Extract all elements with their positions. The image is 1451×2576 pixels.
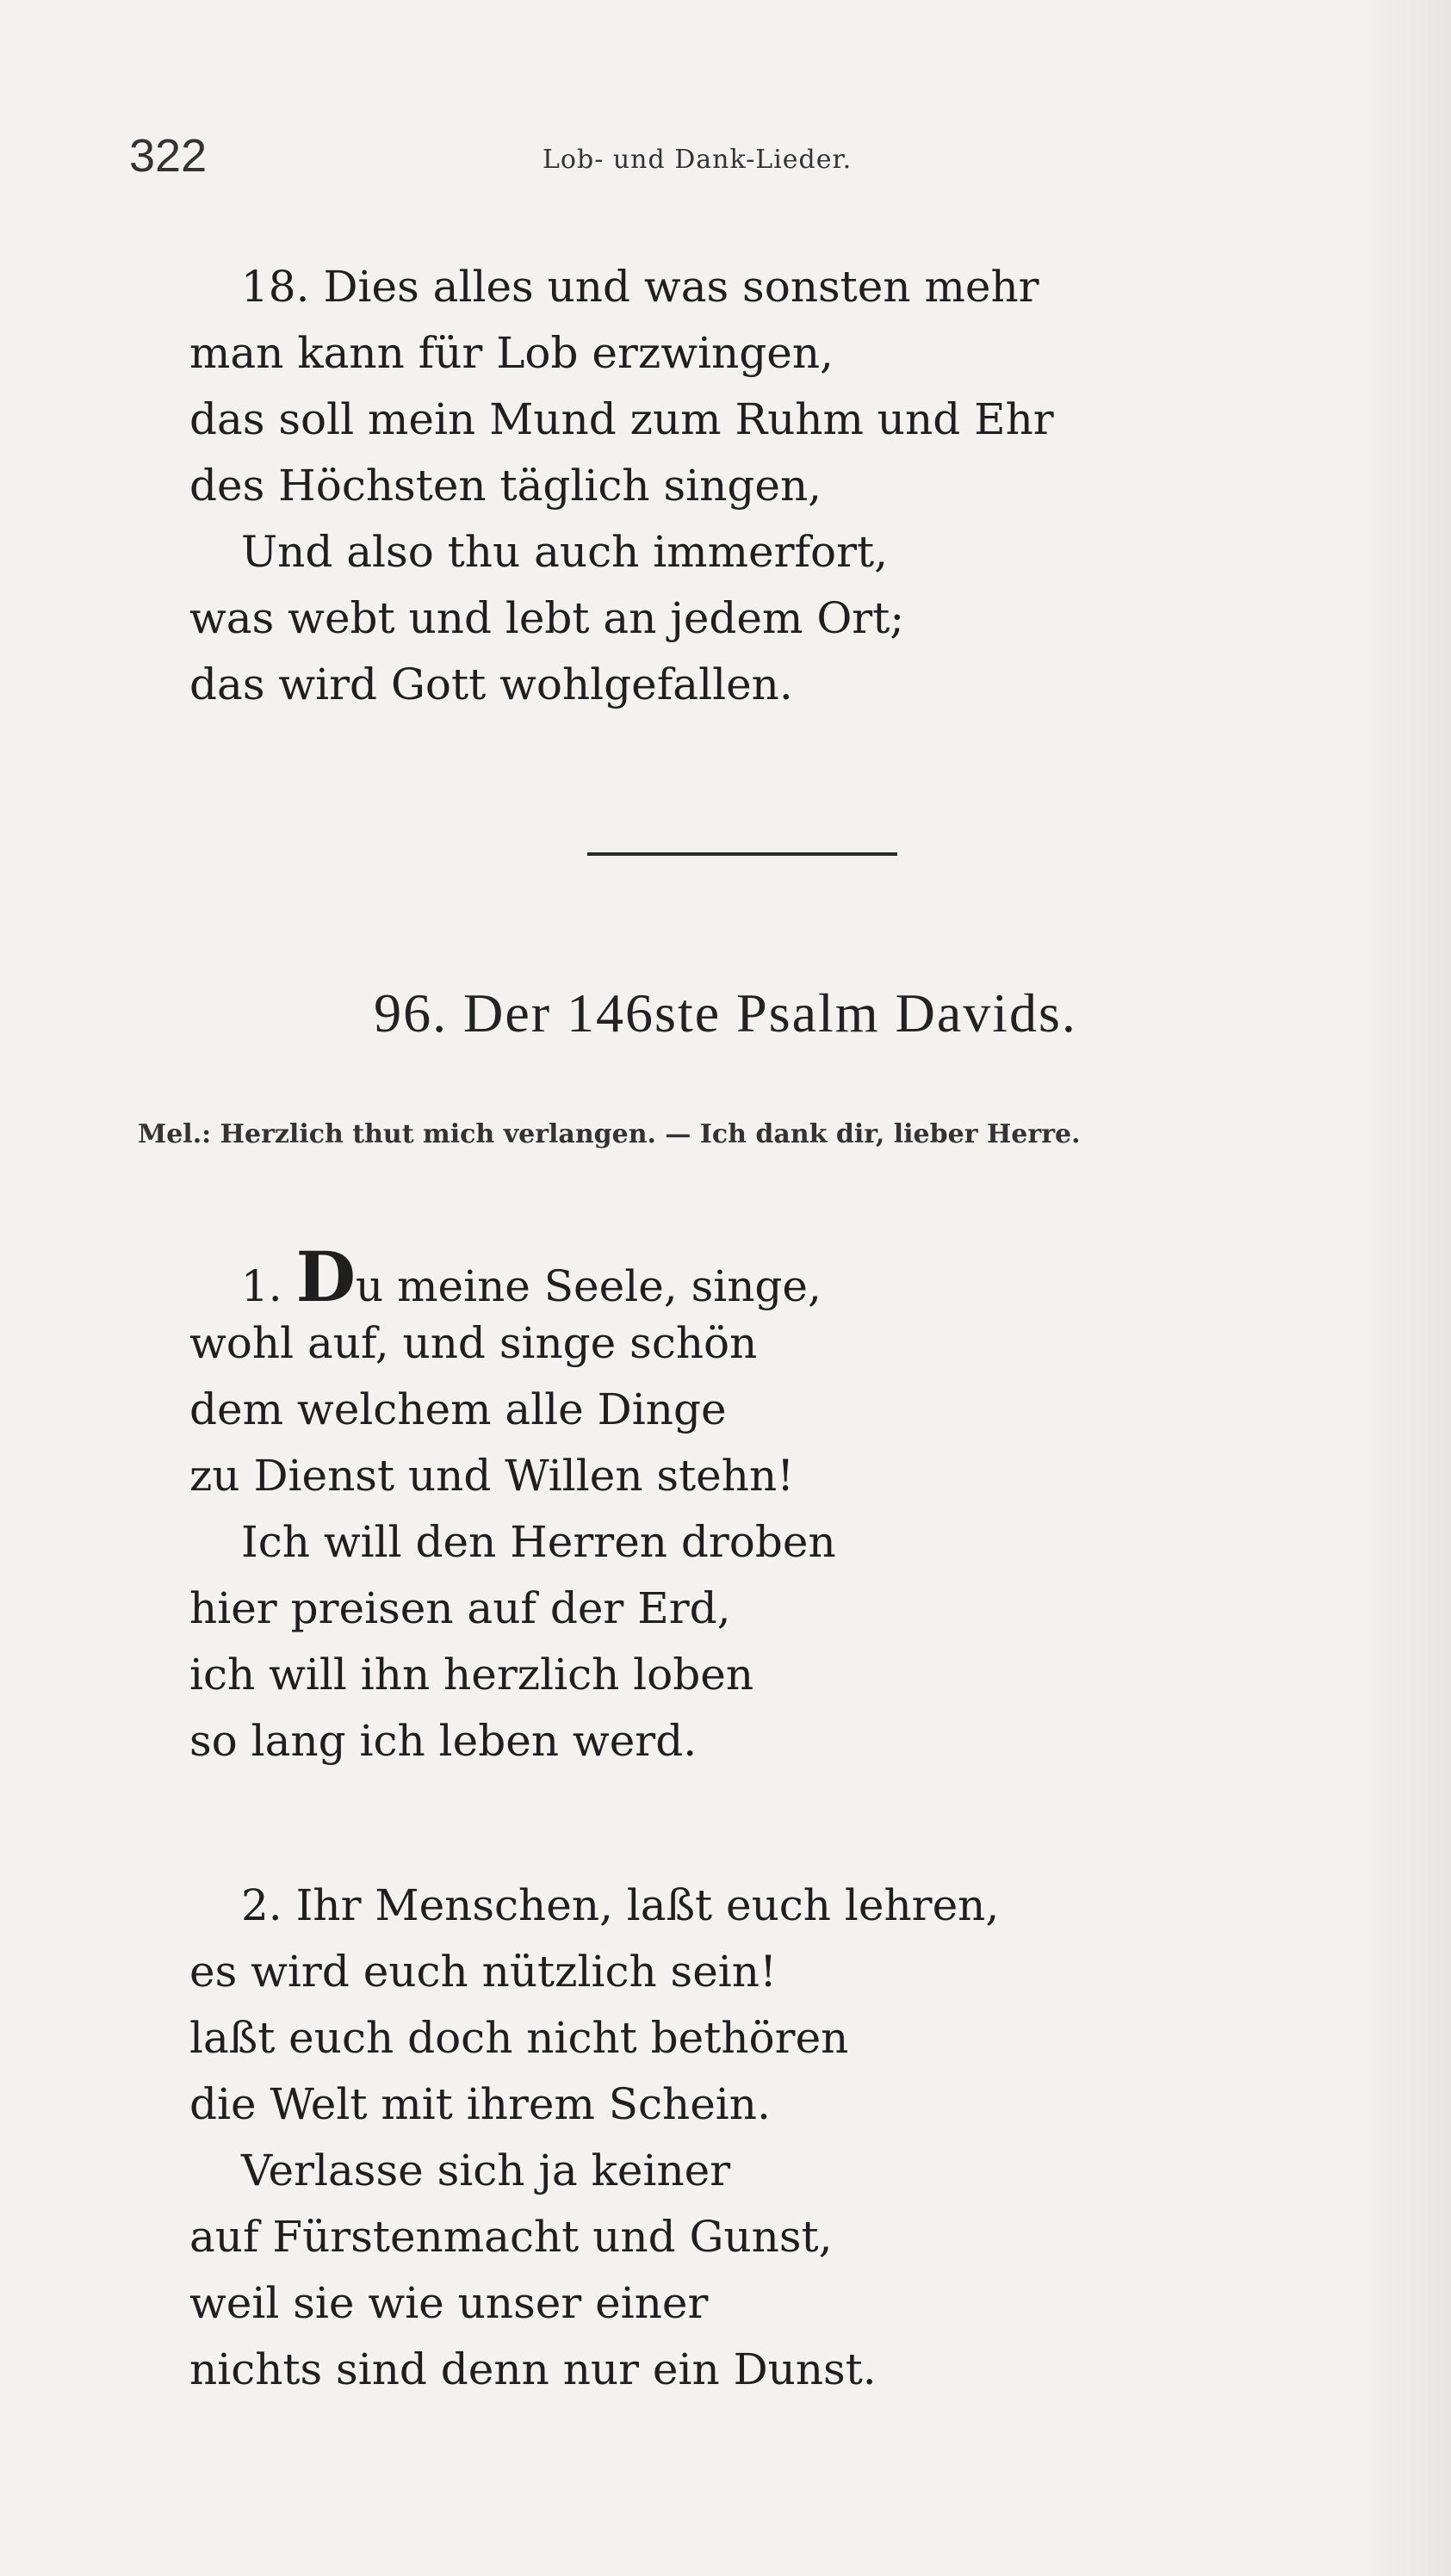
verse-line: man kann für Lob erzwingen, <box>189 328 834 378</box>
verse-line: Verlasse sich ja keiner <box>241 2146 731 2195</box>
verse-line: des Höchsten täglich singen, <box>189 461 822 511</box>
verse-line: das soll mein Mund zum Ruhm und Ehr <box>189 394 1054 444</box>
verse-text: Ihr Menschen, laßt euch lehren, <box>295 1880 1000 1930</box>
verse-line <box>189 1236 1309 1317</box>
verse-line: es wird euch nützlich sein! <box>189 1947 778 1997</box>
verse-line: weil sie wie unser einer <box>189 2278 709 2328</box>
section-divider <box>587 852 897 856</box>
verse-line: Ich will den Herren droben <box>241 1517 836 1567</box>
verse-line: hier preisen auf der Erd, <box>189 1583 731 1633</box>
stanza-number: 2. <box>241 1880 282 1930</box>
verse-line: das wird Gott wohlgefallen. <box>189 659 793 709</box>
verse-line <box>189 1873 1309 1939</box>
stanza-2 <box>189 1873 1309 2403</box>
verse-text: Dies alles und was sonsten mehr <box>323 262 1039 312</box>
verse-line: was webt und lebt an jedem Ort; <box>189 593 905 643</box>
verse-line: nichts sind denn nur ein Dunst. <box>189 2344 877 2394</box>
stanza-number: 18. <box>241 262 310 312</box>
verse-line: Und also thu auch immerfort, <box>241 527 889 577</box>
verse-line: dem welchem alle Dinge <box>189 1384 727 1434</box>
verse-line: ich will ihn herzlich loben <box>189 1650 754 1700</box>
hymn-title: 96. Der 146ste Psalm Davids. <box>374 982 1077 1043</box>
stanza-1 <box>189 1236 1309 1774</box>
running-head: Lob- und Dank-Lieder. <box>543 145 853 175</box>
stanza-number: 1. <box>241 1261 282 1311</box>
verse-line: wohl auf, und singe schön <box>189 1318 758 1368</box>
verse-line: zu Dienst und Willen stehn! <box>189 1451 795 1501</box>
stanza-18 <box>189 254 1309 718</box>
page-edge-shadow <box>1348 0 1451 2576</box>
verse-text: u meine Seele, singe, <box>356 1261 822 1311</box>
verse-line: auf Fürstenmacht und Gunst, <box>189 2212 833 2262</box>
page-number: 322 <box>129 130 208 182</box>
page-header <box>129 129 1335 181</box>
verse-line: laßt euch doch nicht bethören <box>189 2013 849 2063</box>
verse-line <box>189 254 1309 320</box>
verse-line: die Welt mit ihrem Schein. <box>189 2079 771 2129</box>
drop-cap: D <box>295 1236 356 1317</box>
verse-line: so lang ich leben werd. <box>189 1716 698 1766</box>
melody-note: Mel.: Herzlich thut mich verlangen. — Ich dank dir, lieber Herre. <box>138 1119 1081 1149</box>
